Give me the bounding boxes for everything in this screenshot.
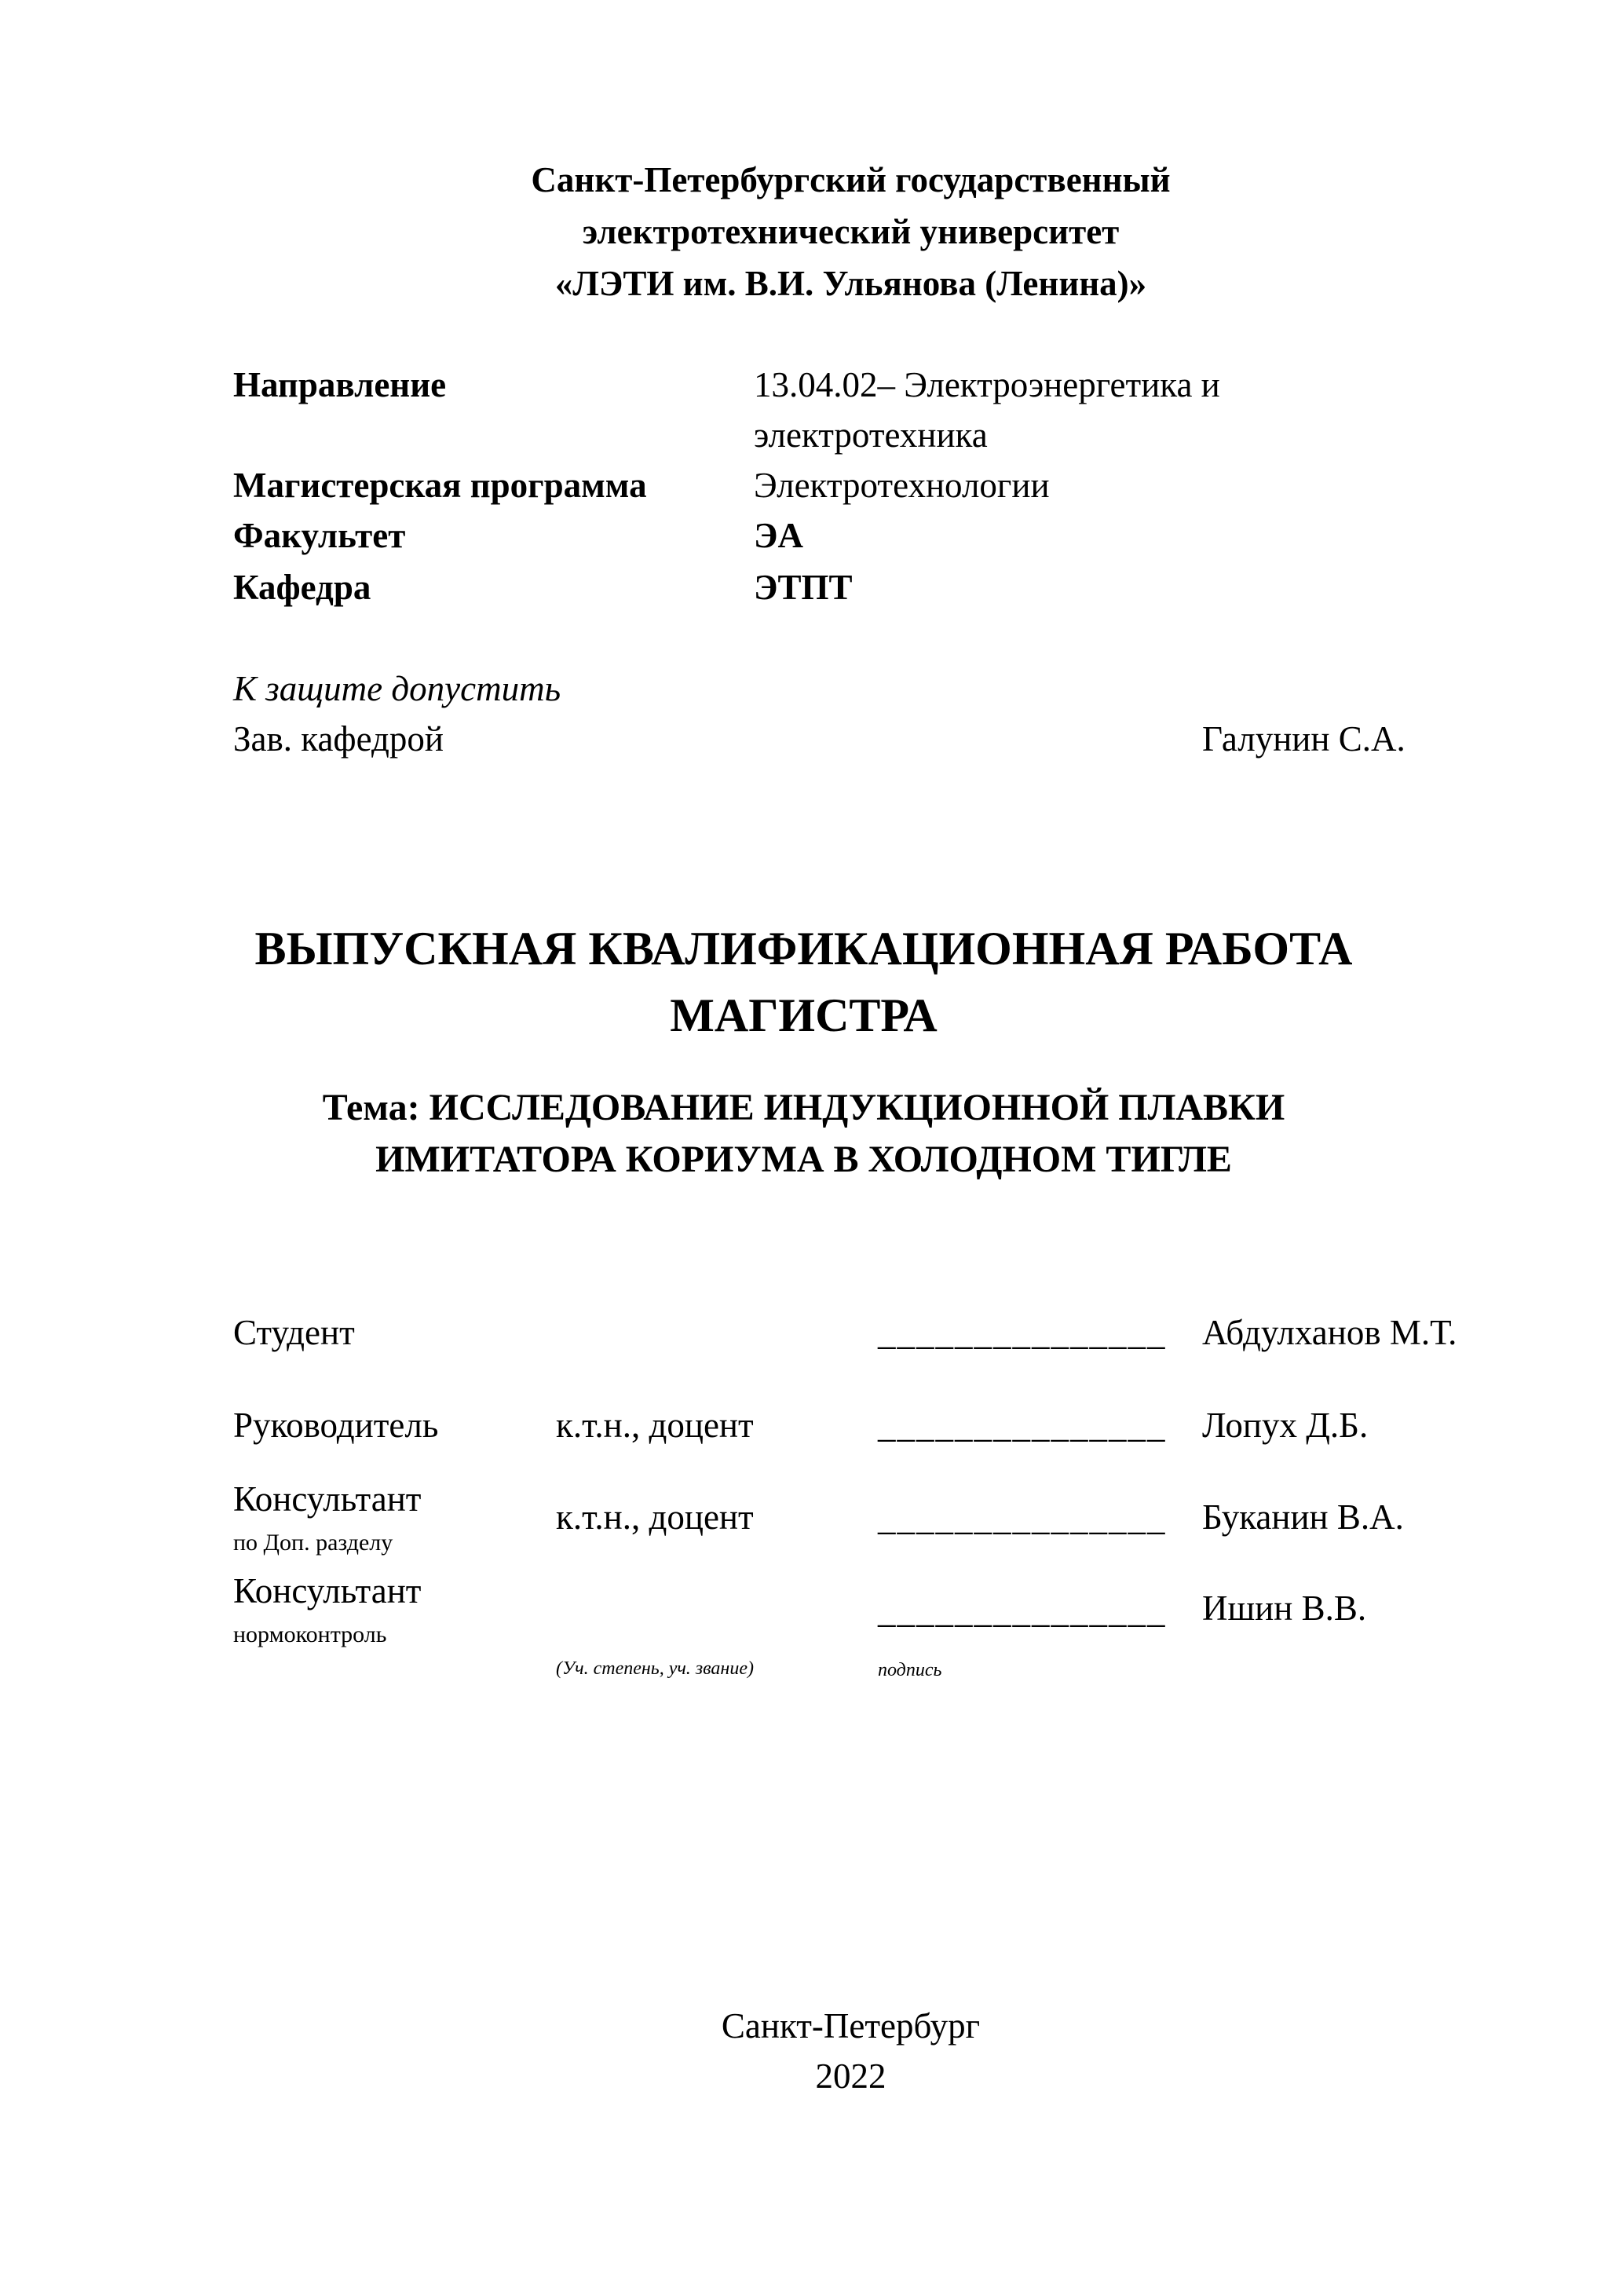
signature-caption: подпись [878, 1660, 942, 1680]
department-head-name: Галунин С.А. [1202, 719, 1406, 759]
normcontrol-role: Консультант [233, 1571, 422, 1610]
topic-line-1: Тема: ИССЛЕДОВАНИЕ ИНДУКЦИОННОЙ ПЛАВКИ [322, 1087, 1285, 1128]
supervisor-name: Лопух Д.Б. [1202, 1406, 1369, 1445]
direction-value: 13.04.02– Электроэнергетика и [754, 365, 1220, 404]
normcontrol-name: Ишин В.В. [1202, 1589, 1367, 1628]
university-name-line-2: электротехнический университет [582, 212, 1120, 251]
department-value: ЭТПТ [754, 568, 853, 607]
degree-caption: (Уч. степень, уч. звание) [556, 1658, 754, 1679]
city: Санкт-Петербург [721, 2006, 981, 2046]
university-name-line-1: Санкт-Петербургский государственный [531, 160, 1171, 199]
title-line-2: МАГИСТРА [670, 989, 938, 1041]
consultant-name: Буканин В.А. [1202, 1497, 1404, 1537]
department-head-label: Зав. кафедрой [233, 719, 444, 759]
supervisor-degree: к.т.н., доцент [556, 1406, 754, 1445]
normcontrol-subrole: нормоконтроль [233, 1621, 387, 1647]
student-signature-line: _______________ [878, 1313, 1167, 1352]
consultant-signature-line: _______________ [878, 1498, 1167, 1537]
program-value: Электротехнологии [754, 466, 1050, 505]
student-name: Абдулханов М.Т. [1202, 1313, 1457, 1352]
consultant-subrole: по Доп. разделу [233, 1530, 393, 1556]
faculty-label: Факультет [233, 516, 406, 555]
consultant-degree: к.т.н., доцент [556, 1497, 754, 1537]
topic-line-2: ИМИТАТОРА КОРИУМА В ХОЛОДНОМ ТИГЛЕ [375, 1139, 1232, 1180]
supervisor-signature-line: _______________ [878, 1406, 1167, 1445]
faculty-value: ЭА [754, 516, 804, 555]
university-name-line-3: «ЛЭТИ им. В.И. Ульянова (Ленина)» [554, 264, 1147, 303]
year: 2022 [815, 2057, 886, 2096]
consultant-role: Консультант [233, 1479, 422, 1519]
title-line-1: ВЫПУСКНАЯ КВАЛИФИКАЦИОННАЯ РАБОТА [254, 923, 1353, 974]
direction-label: Направление [233, 365, 447, 404]
department-label: Кафедра [233, 568, 371, 607]
direction-value-cont: электротехника [754, 415, 988, 455]
normcontrol-signature-line: _______________ [878, 1591, 1167, 1630]
supervisor-role: Руководитель [233, 1406, 439, 1445]
student-role: Студент [233, 1313, 355, 1352]
program-label: Магистерская программа [233, 466, 647, 505]
admission-caption: К защите допустить [233, 669, 561, 708]
